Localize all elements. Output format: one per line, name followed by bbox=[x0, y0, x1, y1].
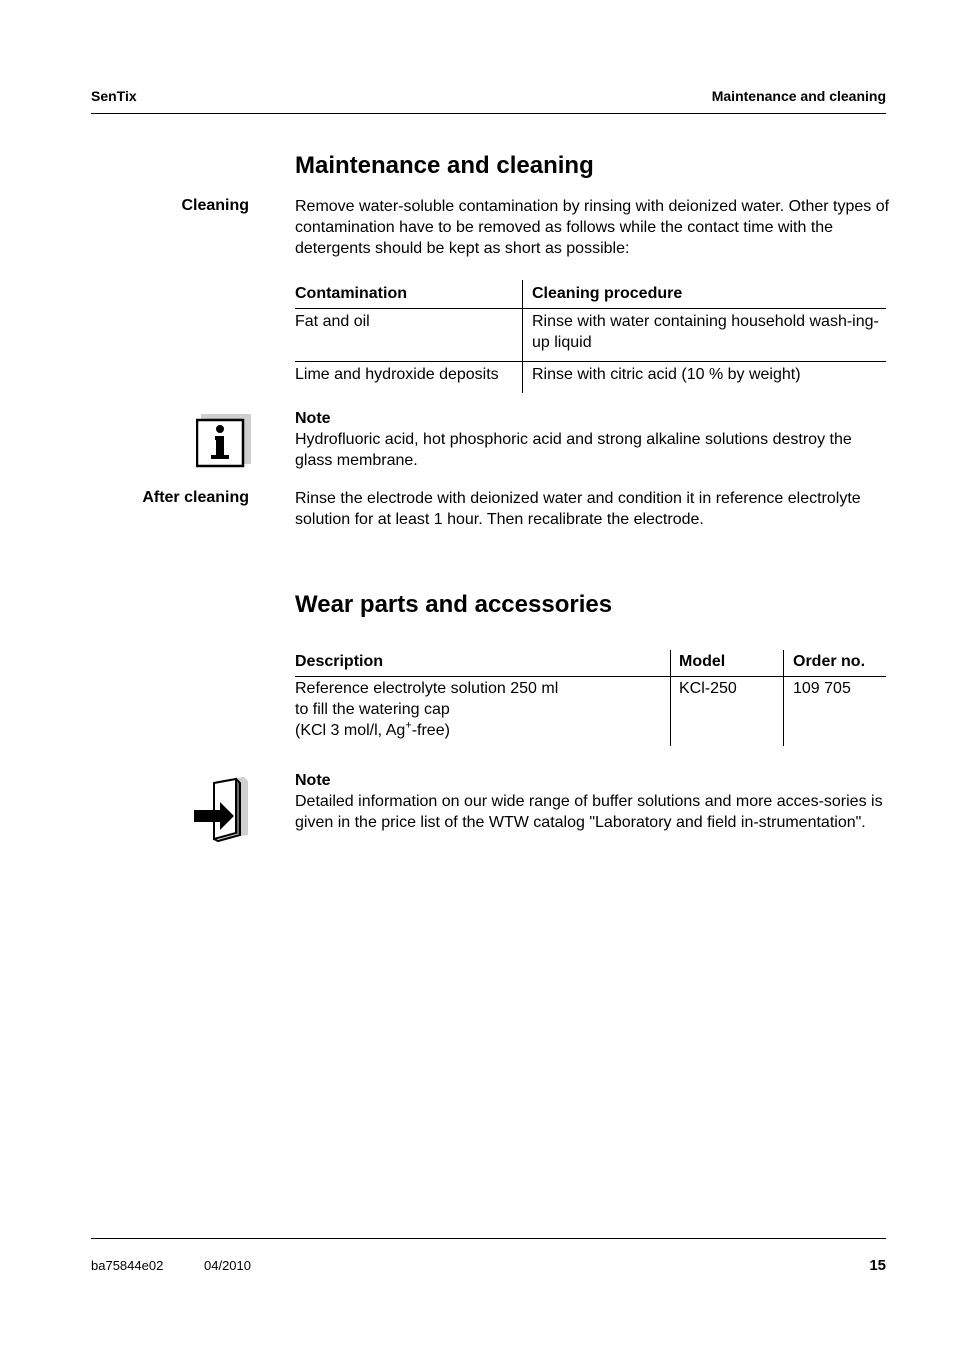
table-cell: Lime and hydroxide deposits bbox=[295, 362, 523, 394]
note-title: Note bbox=[295, 410, 331, 427]
header-divider bbox=[91, 113, 886, 114]
footer-date: 04/2010 bbox=[204, 1258, 251, 1273]
description-line: to fill the watering cap bbox=[295, 701, 450, 718]
table-cell: Rinse with citric acid (10 % by weight) bbox=[532, 366, 801, 383]
wear-table-header-description: Description bbox=[295, 650, 671, 677]
description-line: Reference electrolyte solution 250 ml bbox=[295, 680, 559, 697]
cleaning-table-header-contamination: Contamination bbox=[295, 280, 523, 309]
note-text: Detailed information on our wide range of buffer solutions and more acces-sories is given in the price list of the WTW catalog "Laboratory and field in-strumentation". bbox=[295, 793, 883, 831]
cleaning-paragraph: Remove water-soluble contamination by rinsing with deionized water. Other types of contamination have to be removed as follows while the contact time with the detergents should be kept as short as possible: bbox=[295, 198, 890, 257]
footer-divider bbox=[91, 1238, 886, 1239]
note-text: Hydrofluoric acid, hot phosphoric acid and strong alkaline solutions destroy the glass membrane. bbox=[295, 431, 852, 469]
wear-parts-table bbox=[295, 650, 886, 746]
after-cleaning-side-label: After cleaning bbox=[142, 489, 249, 506]
table-cell bbox=[295, 677, 671, 747]
table-cell: 109 705 bbox=[793, 680, 851, 697]
table-cell: Rinse with water containing household wash-ing-up liquid bbox=[523, 309, 887, 362]
table-row bbox=[295, 677, 886, 747]
wear-table-header-model: Model bbox=[671, 650, 784, 677]
cleaning-table-header-procedure: Cleaning procedure bbox=[523, 280, 887, 309]
header-product-name: SenTix bbox=[91, 88, 137, 104]
table-row bbox=[295, 362, 886, 394]
note-title: Note bbox=[295, 772, 331, 789]
wear-table-header-order-no: Order no. bbox=[784, 650, 887, 677]
footer-document-id: ba75844e02 bbox=[91, 1258, 164, 1273]
table-cell: Fat and oil bbox=[295, 309, 523, 362]
maintenance-heading: Maintenance and cleaning bbox=[295, 152, 594, 179]
cleaning-note bbox=[295, 408, 890, 471]
book-arrow-icon bbox=[192, 775, 252, 843]
table-row bbox=[295, 309, 886, 362]
cleaning-side-label: Cleaning bbox=[181, 197, 249, 214]
page-number: 15 bbox=[869, 1257, 886, 1274]
wear-note bbox=[295, 770, 890, 833]
table-cell: KCl-250 bbox=[671, 677, 784, 747]
header-chapter-title: Maintenance and cleaning bbox=[711, 88, 886, 104]
cleaning-table bbox=[295, 280, 886, 393]
description-line: (KCl 3 mol/l, Ag+-free) bbox=[295, 719, 450, 739]
after-cleaning-paragraph: Rinse the electrode with deionized water and condition it in reference electrolyte solution for at least 1 hour. Then recalibrate the electrode. bbox=[295, 490, 861, 528]
wear-parts-heading: Wear parts and accessories bbox=[295, 591, 613, 618]
info-icon bbox=[196, 413, 252, 469]
